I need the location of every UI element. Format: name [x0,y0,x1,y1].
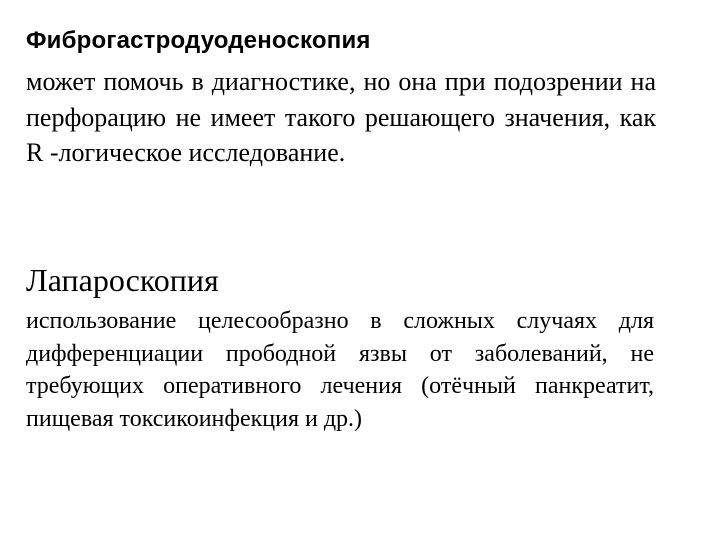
heading-fibrogastroduodenoscopy: Фиброгастродуоденоскопия [26,27,371,54]
paragraph-laparoscopy: использование целесообразно в сложных случаях для дифференциации прободной язвы от заболеваний, не требующих оперативного лечения (отёчный панкреатит, пищевая токсикоинфекция и др.) [26,308,654,432]
heading-laparoscopy: Лапароскопия [26,262,219,298]
paragraph-fibrogastroduodenoscopy: может помочь в диагностике, но она при подозрении на перфорацию не имеет такого решающего значения, как R -логическое исследование. [26,67,656,167]
